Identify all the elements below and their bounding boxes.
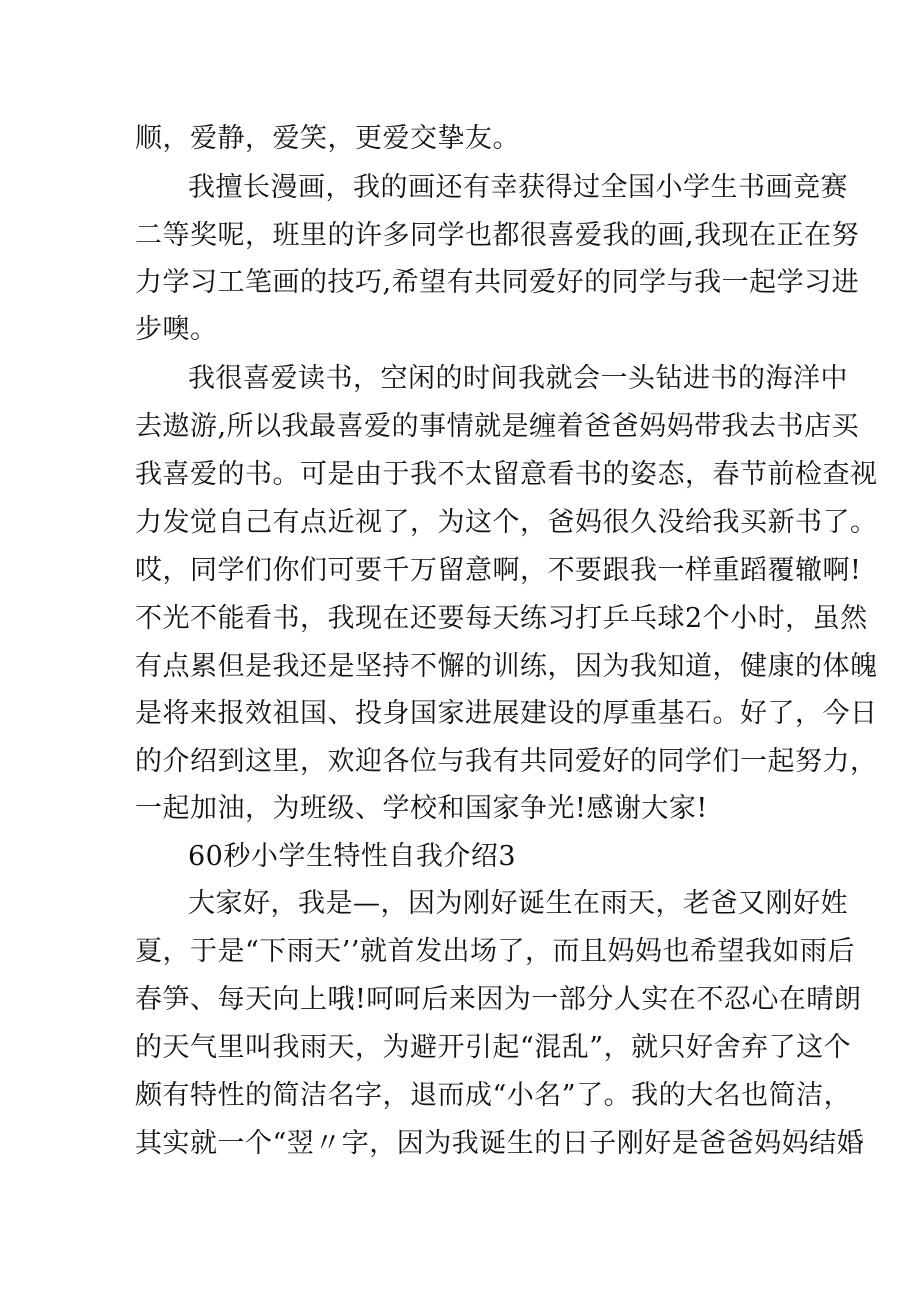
- text-line: 是将来报效祖国、投身国家进展建设的厚重基石。好了，今日: [135, 698, 878, 729]
- text-line: 其实就一个“翌〃字，因为我诞生的日子刚好是爸爸妈妈结婚: [135, 1128, 865, 1159]
- text-line: 去遨游,所以我最喜爱的事情就是缠着爸爸妈妈带我去书店买: [135, 411, 860, 442]
- paragraph-start: 我很喜爱读书，空闲的时间我就会一头钻进书的海洋中: [188, 363, 848, 394]
- paragraph-start: 我擅长漫画，我的画还有幸获得过全国小学生书画竞赛: [188, 172, 848, 203]
- text-line: 不光不能看书，我现在还要每天练习打乒乓球2个小时，虽然: [135, 603, 868, 634]
- text-line: 二等奖呢，班里的许多同学也都很喜爱我的画,我现在正在努: [135, 220, 860, 251]
- text-line: 有点累但是我还是坚持不懈的训练，因为我知道，健康的体魄: [135, 651, 878, 682]
- text-line: 力发觉自己有点近视了，为这个，爸妈很久没给我买新书了。: [135, 507, 878, 538]
- text-line: 颇有特性的简洁名字，退而成“小名”了。我的大名也简洁，: [135, 1080, 852, 1111]
- text-line: 夏，于是“下雨天’’就首发出场了，而且妈妈也希望我如雨后: [135, 936, 855, 967]
- text-line: 的介绍到这里，欢迎各位与我有共同爱好的同学们一起努力，: [135, 746, 878, 777]
- text-line: 步噢。: [135, 314, 218, 345]
- text-line: 春笋、每天向上哦!呵呵后来因为一部分人实在不忍心在晴朗: [135, 984, 862, 1015]
- text-line: 一起加油，为班级、学校和国家争光!感谢大家!: [135, 793, 708, 824]
- section-heading: 60秒小学生特性自我介绍3: [188, 841, 517, 872]
- text-line: 我喜爱的书。可是由于我不太留意看书的姿态，春节前检查视: [135, 459, 878, 490]
- text-line: 力学习工笔画的技巧,希望有共同爱好的同学与我一起学习进: [135, 267, 860, 298]
- text-line: 的天气里叫我雨天，为避开引起“混乱”，就只好舍弃了这个: [135, 1032, 852, 1063]
- paragraph-start: 大家好，我是—，因为刚好诞生在雨天，老爸又刚好姓: [188, 888, 848, 919]
- text-line: 顺，爱静，爱笑，更爱交挚友。: [135, 123, 520, 154]
- text-line: 哎，同学们你们可要千万留意啊，不要跟我一样重蹈覆辙啊!: [135, 555, 862, 586]
